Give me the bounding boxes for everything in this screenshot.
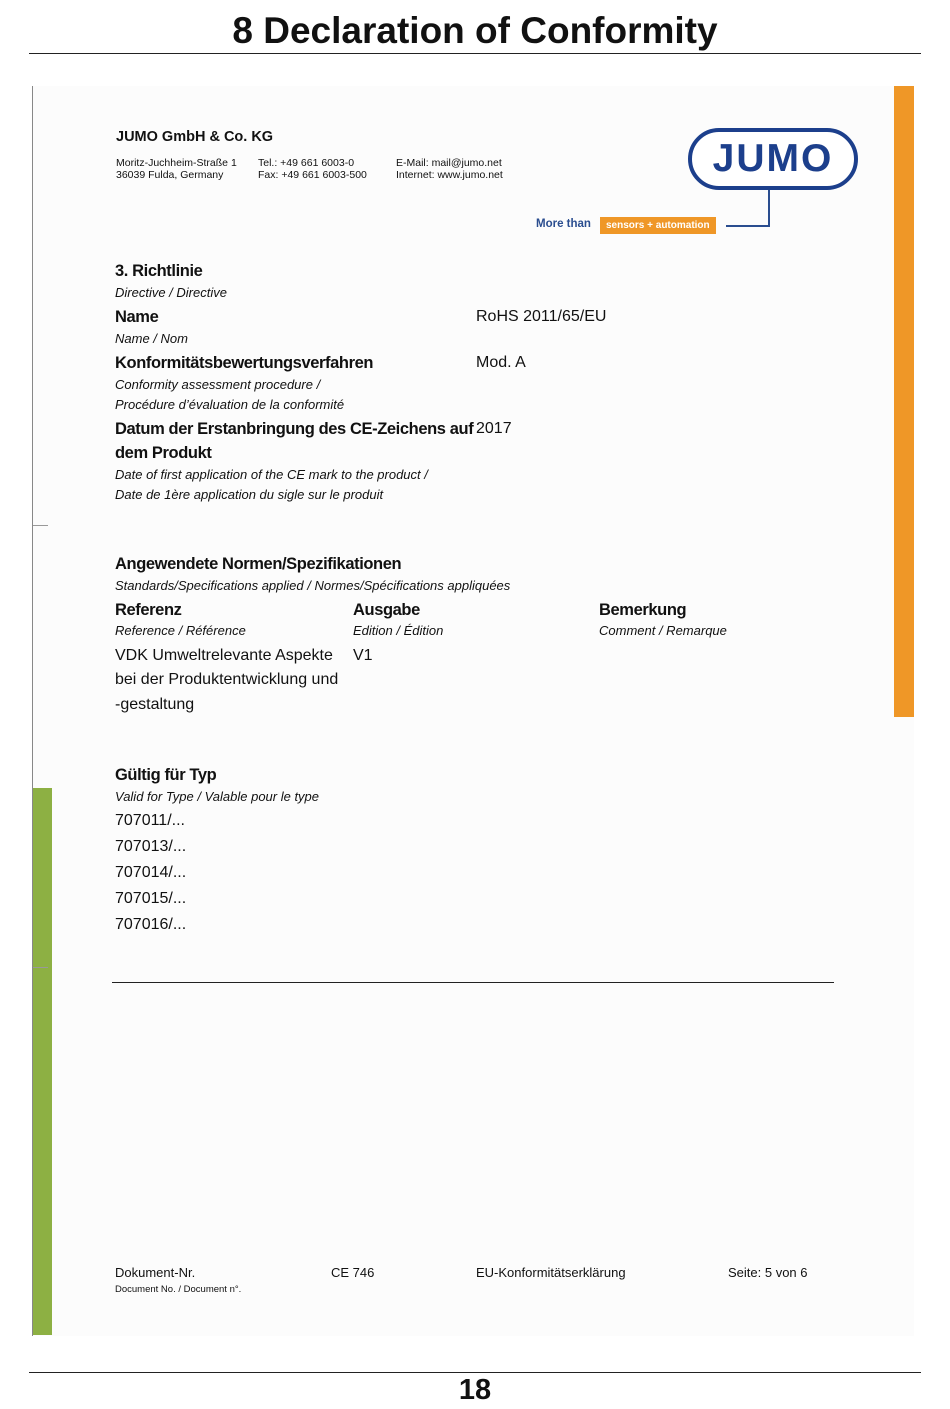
company-tel: Tel.: +49 661 6003-0: [258, 157, 355, 169]
standards-title: Angewendete Normen/Spezifikationen: [115, 555, 402, 573]
logo-claim-plus: +: [647, 220, 653, 231]
page-title: 8 Declaration of Conformity: [232, 10, 718, 51]
date-label-line1: Datum der Erstanbringung des CE-Zeichens auf: [115, 420, 474, 438]
col-reference-sub: Reference / Référence: [115, 623, 246, 638]
name-value: RoHS 2011/65/EU: [476, 308, 607, 325]
name-label: Name: [115, 308, 159, 326]
logo-claim-connector: [768, 190, 770, 226]
logo-brand-text: JUMO: [712, 137, 834, 180]
col-reference-header: Referenz: [115, 601, 182, 619]
company-internet: Internet: www.jumo.net: [396, 169, 503, 181]
directive-section-label: 3. Richtlinie: [115, 262, 203, 280]
content-divider: [112, 982, 834, 983]
col-comment-header: Bemerkung: [599, 601, 687, 619]
company-name: JUMO GmbH & Co. KG: [116, 129, 274, 145]
date-sub-line2: Date de 1ère application du sigle sur le produit: [115, 487, 384, 502]
standard-reference-line2: bei der Produktentwicklung und: [115, 671, 339, 688]
logo-claim-box: [600, 217, 716, 234]
col-edition-header: Ausgabe: [353, 601, 420, 619]
procedure-label: Konformitätsbewertungsverfahren: [115, 354, 374, 372]
date-sub-line1: Date of first application of the CE mark to the product /: [115, 467, 428, 482]
logo-claim-connector-horizontal: [726, 225, 770, 227]
logo-claim-word1: sensors: [606, 220, 645, 231]
procedure-sub-line2: Procédure d’évaluation de la conformité: [115, 397, 345, 412]
footer-page-info: Seite: 5 von 6: [728, 1265, 808, 1280]
logo-claim-word2: automation: [655, 220, 710, 231]
type-list-item: 707011/...: [115, 812, 185, 829]
fold-mark-top: [33, 525, 48, 526]
fold-mark-bottom: [33, 967, 48, 968]
type-list-item: 707015/...: [115, 890, 187, 907]
header-rule: [29, 53, 921, 54]
standards-subtitle: Standards/Specifications applied / Normes/Spécifications appliquées: [115, 578, 511, 593]
jumo-logo: [688, 128, 858, 190]
standard-reference-line3: -gestaltung: [115, 696, 195, 713]
date-value: 2017: [476, 420, 512, 437]
valid-for-subtitle: Valid for Type / Valable pour le type: [115, 789, 320, 804]
logo-claim-prefix: More than: [536, 218, 591, 230]
date-label-line2: dem Produkt: [115, 444, 212, 462]
company-city: 36039 Fulda, Germany: [116, 169, 224, 181]
footer-doc-number: CE 746: [331, 1265, 375, 1280]
footer-doc-title: EU-Konformitätserklärung: [476, 1265, 626, 1280]
type-list-item: 707014/...: [115, 864, 187, 881]
page-number: 18: [458, 1374, 492, 1406]
green-side-bar: [33, 788, 52, 1335]
company-fax: Fax: +49 661 6003-500: [258, 169, 367, 181]
company-street: Moritz-Juchheim-Straße 1: [116, 157, 237, 169]
footer-doc-sub: Document No. / Document n°.: [115, 1284, 242, 1295]
valid-for-title: Gültig für Typ: [115, 766, 217, 784]
col-edition-sub: Edition / Édition: [353, 623, 444, 638]
orange-side-bar: [894, 86, 914, 717]
type-list-item: 707013/...: [115, 838, 187, 855]
footer-doc-label: Dokument-Nr.: [115, 1265, 196, 1280]
standard-edition: V1: [353, 647, 373, 664]
standard-reference-line1: VDK Umweltrelevante Aspekte: [115, 647, 333, 664]
procedure-value: Mod. A: [476, 354, 526, 371]
type-list-item: 707016/...: [115, 916, 187, 933]
name-sub: Name / Nom: [115, 331, 188, 346]
footer-rule: [29, 1372, 921, 1373]
directive-section-sub: Directive / Directive: [115, 285, 227, 300]
company-email: E-Mail: mail@jumo.net: [396, 157, 502, 169]
procedure-sub-line1: Conformity assessment procedure /: [115, 377, 321, 392]
col-comment-sub: Comment / Remarque: [599, 623, 727, 638]
